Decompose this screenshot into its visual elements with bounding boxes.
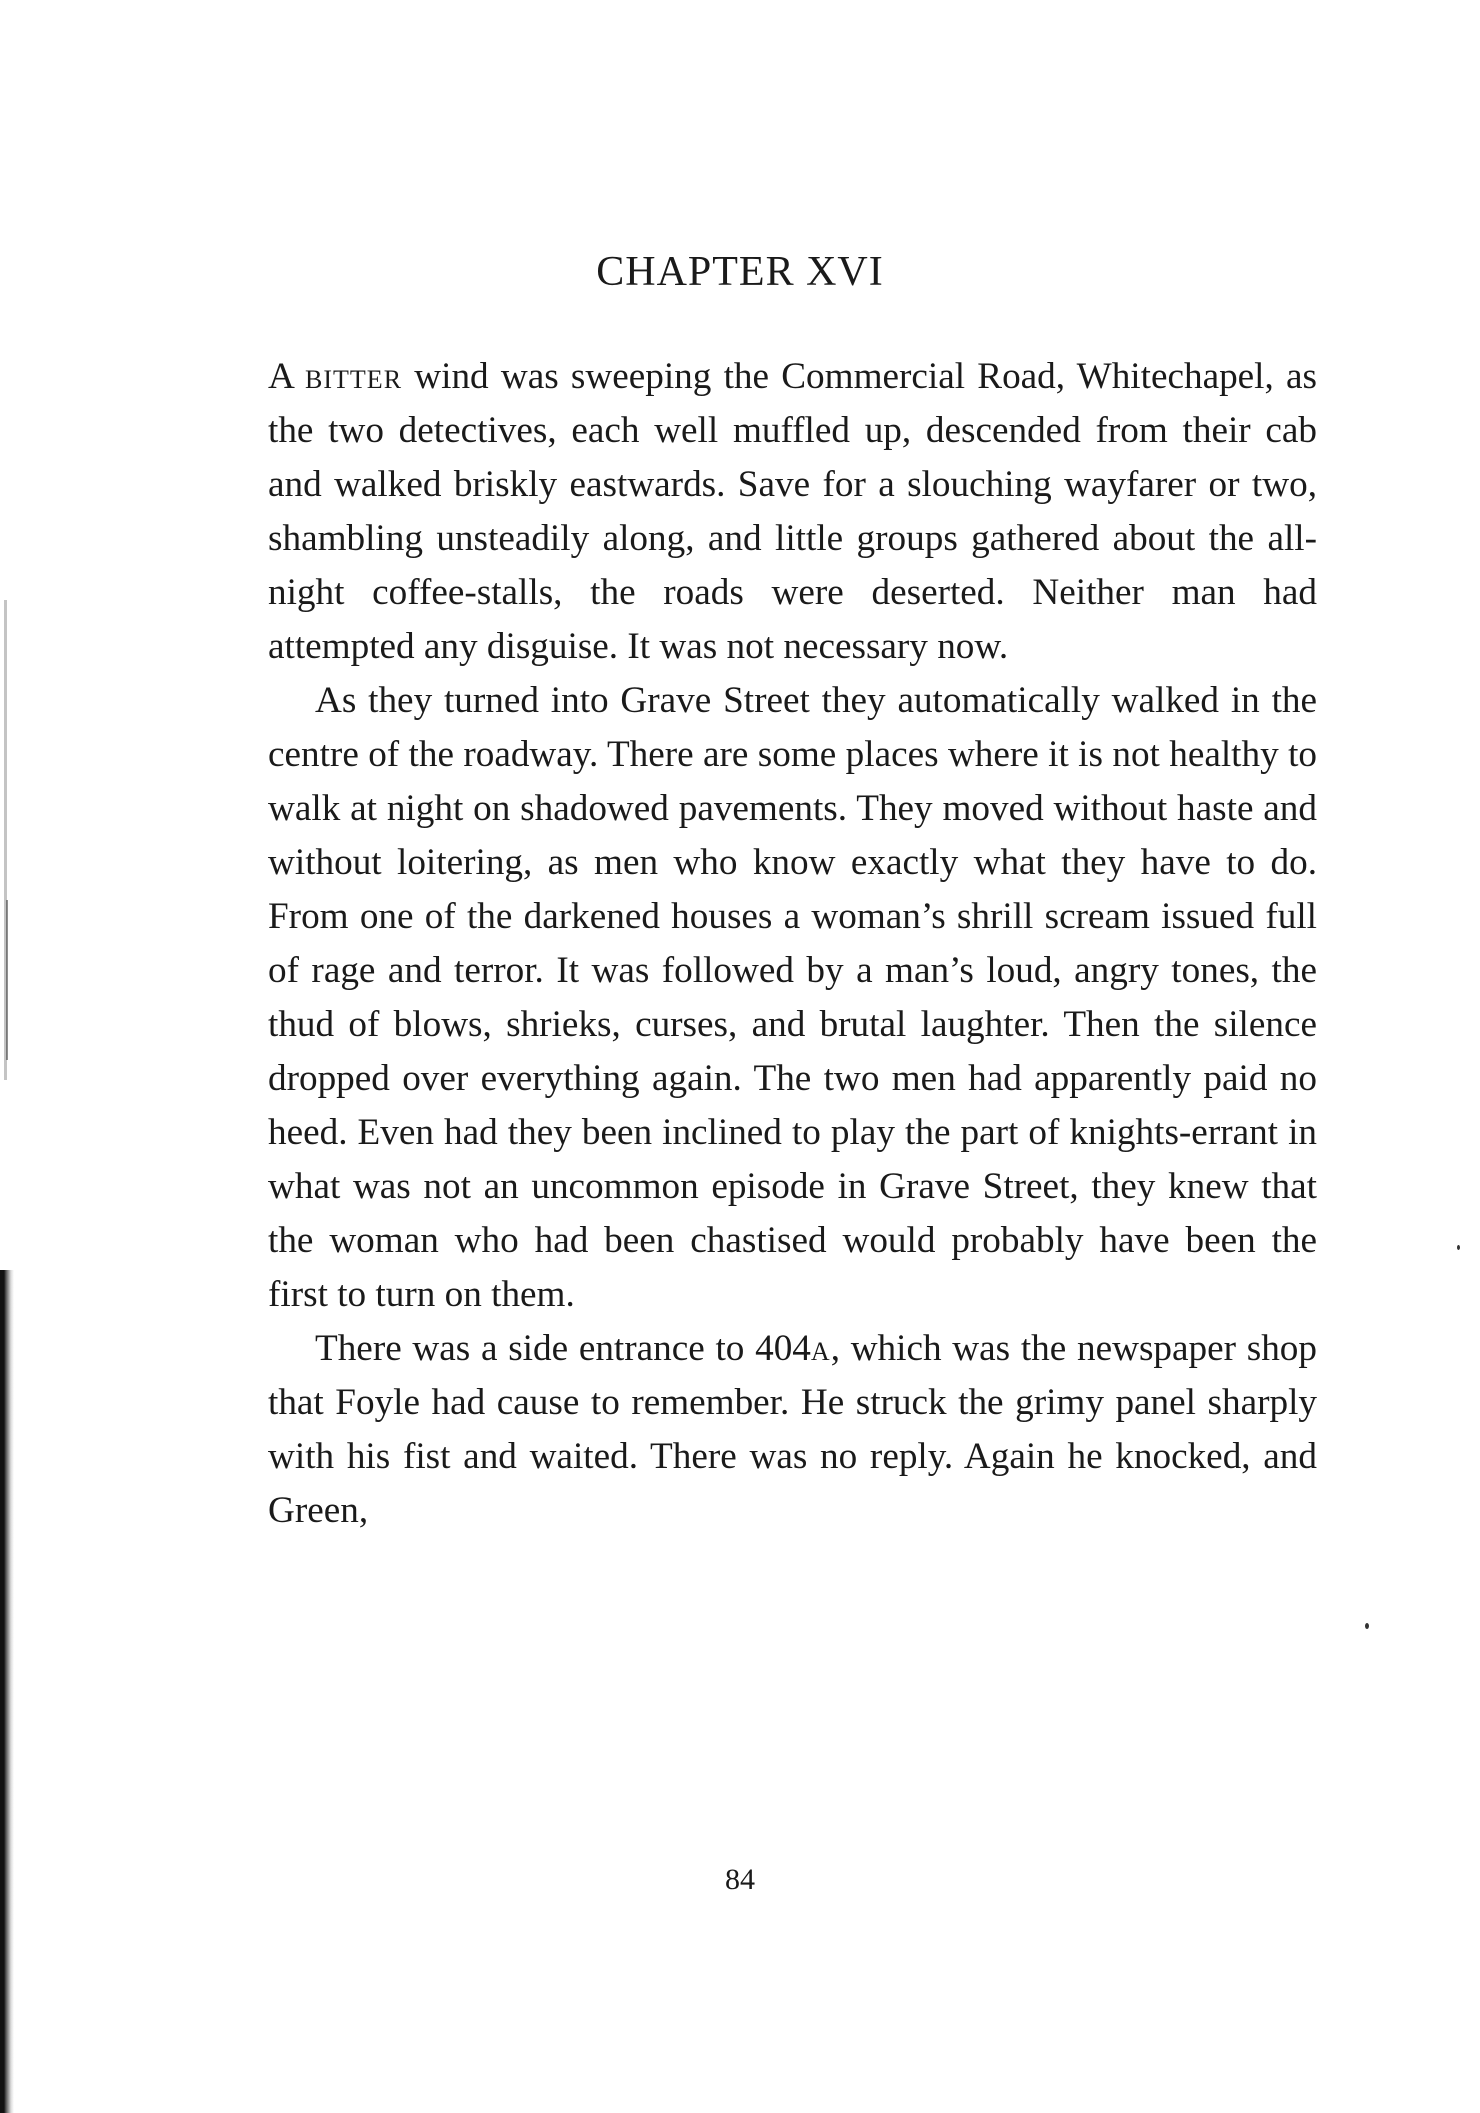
chapter-body	[268, 350, 1317, 1538]
paragraph-1-lead: A	[268, 356, 293, 397]
paragraph-2: As they turned into Grave Street they automatically walked in the centre of the roadway. There are some places where it is not healthy to walk at night on shadowed pavements. They moved without haste and without loitering, as men who know exactly what they have to do. From one of the darkened houses a woman’s shrill scream issued full of rage and terror. It was followed by a man’s loud, angry tones, the thud of blows, shrieks, curses, and brutal laughter. Then the silence dropped over everything again. The two men had apparently paid no heed. Even had they been inclined to play the part of knights-errant in what was not an uncommon episode in Grave Street, they knew that the woman who had been chastised would probably have been the first to turn on them.	[268, 680, 1317, 1315]
paragraph-3	[268, 1322, 1317, 1538]
paragraph-1-smallcaps: bitter	[305, 356, 403, 397]
paragraph-3-text-after: , which was the newspaper shop that Foyle had cause to remember. He struck the grimy panel sharply with his fist and waited. There was no reply. Again he knocked, and Green,	[268, 1328, 1317, 1531]
paragraph-3-text-before: There was a side entrance to 404	[315, 1328, 811, 1369]
paragraph-1	[268, 350, 1317, 674]
paragraph-1-text: wind was sweeping the Commercial Road, Whitechapel, as the two detectives, each well muffled up, descended from their cab and walked briskly eastwards. Save for a slouching wayfarer or two, shambling unsteadily along, and little groups gathered about the all-night coffee-stalls, the roads were deserted. Neither man had attempted any disguise. It was not necessary now.	[268, 356, 1318, 667]
page-number: 84	[725, 1863, 755, 1896]
binding-edge	[0, 1270, 14, 2113]
binding-shadow-mark	[6, 900, 8, 1060]
chapter-title: CHAPTER XVI	[596, 249, 884, 295]
paragraph-3-smallcaps: a	[810, 1328, 831, 1369]
ink-speck	[1457, 1245, 1460, 1250]
ink-speck	[1365, 1623, 1369, 1629]
